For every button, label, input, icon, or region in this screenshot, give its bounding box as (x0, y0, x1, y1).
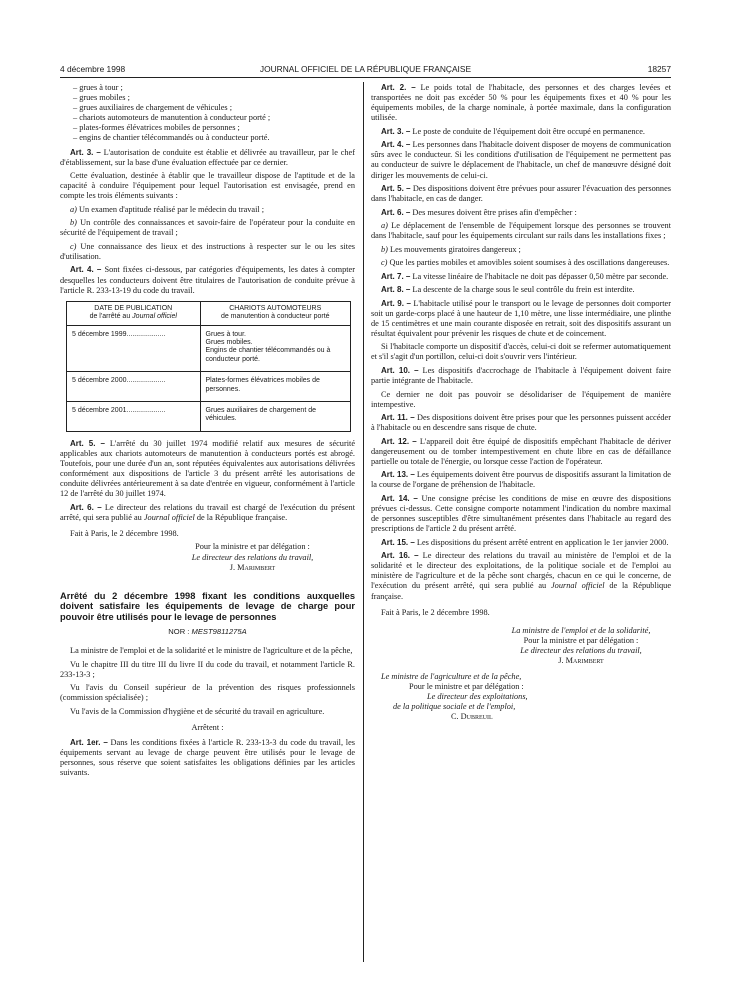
header-page-number: 18257 (647, 64, 671, 74)
signature-line: Pour le ministre et par délégation : (409, 682, 524, 692)
table-cell-equipment: Plates-formes élévatrices mobiles de personnes. (200, 372, 350, 402)
vu-clause: Vu l'avis de la Commission d'hygiène et de sécurité du travail en agriculture. (70, 706, 325, 716)
item-b: b) Les mouvements giratoires dangereux ; (381, 244, 521, 254)
article-label: Art. 4. – (70, 265, 102, 275)
article-11: Art. 11. – Des dispositions doivent être prises pour que les personnes puissent accéder à l'habitacle ou en descendre sans risque de chute. (371, 413, 671, 433)
column-divider (363, 82, 364, 962)
preamble: La ministre de l'emploi et de la solidarité et le ministre de l'agriculture et de la pêche, (70, 646, 353, 656)
table-row (67, 325, 350, 372)
article-6: Art. 6. – Le directeur des relations du travail est chargé de l'exécution du présent arrêté, qui sera publié au Journal officiel de la République française. (60, 502, 356, 522)
item-text: Un contrôle des connaissances et savoir-faire de l'opérateur pour la conduite en sécurité de l'équipement de travail ; (60, 218, 356, 238)
article-12: Art. 12. – L'appareil doit être équipé de dispositifs empêchant l'habitacle de dériver dangereusement ou de tomber intempestivement en chute libre en cas de défaillance partielle ou totale de l'énergie, ou lorsque cesse l'action de l'opérateur. (371, 436, 672, 466)
article-text: Sont fixées ci-dessous, par catégories d'équipements, les dates à compter desquelles les conducteurs doivent être titulaires de l'autorisation de conduite prévue à l'article R. 233-13-19 du code du travail. (60, 265, 355, 295)
table-row (67, 401, 350, 430)
article-6: Art. 6. – Des mesures doivent être prises afin d'empêcher : (381, 207, 577, 217)
item-label: c) (70, 241, 77, 251)
equipment-list (60, 83, 355, 144)
fait-a-paris: Fait à Paris, le 2 décembre 1998. (381, 607, 490, 617)
list-item: – engins de chantier télécommandés ou à conducteur porté. (73, 133, 270, 143)
table-cell-date: 5 décembre 2001.................... (67, 401, 200, 430)
article-13: Art. 13. – Les équipements doivent être pourvus de dispositifs assurant la limitation de la course de l'organe de préhension de l'habitacle. (371, 470, 671, 490)
list-item: – grues à tour ; (73, 83, 123, 92)
article-4 (60, 265, 355, 295)
item-text: Un examen d'aptitude réalisé par le médecin du travail ; (79, 204, 265, 214)
item-a: a) Le déplacement de l'ensemble de l'équipement lorsque des personnes se trouvent dans l'habitacle, sauf pour les équipements circulant sur rails dans les installations fixes ; (371, 221, 671, 241)
header-date: 4 décembre 1998 (60, 64, 126, 74)
signature-line: Le directeur des relations du travail, (191, 552, 314, 562)
article-label: Art. 3. – (70, 147, 101, 157)
article-label: Art. 6. – (70, 502, 102, 512)
article-10-paragraph: Ce dernier ne doit pas pouvoir se désolidariser de l'équipement de manière intempestive. (371, 389, 671, 409)
signature-line: Pour la ministre et par délégation : (523, 635, 639, 645)
item-text: Une connaissance des lieux et des instructions à respecter sur le ou les sites d'utilisation. (60, 241, 355, 261)
signature-line: de la politique sociale et de l'emploi, (393, 702, 516, 712)
list-item: – grues mobiles ; (73, 93, 130, 103)
item-a (60, 205, 355, 215)
article-9: Art. 9. – L'habitacle utilisé pour le transport ou le levage de personnes doit comporter soit un garde-corps placé à une hauteur de 1,10 mètre, une lisse intermédiaire, une plinthe de 15 centimètres et une main courante disposée en retrait, soit des dispositifs assurant un résultat équivalent pour prévenir les risques de chute et de coincement. (371, 298, 671, 338)
signature-line: Le directeur des relations du travail, (520, 645, 642, 655)
article-5 (60, 439, 355, 500)
header-journal-title: JOURNAL OFFICIEL DE LA RÉPUBLIQUE FRANÇAISE (259, 64, 472, 74)
table-cell-equipment: Grues à tour. Grues mobiles. Engins de chantier télécommandés ou à conducteur porté. (200, 325, 350, 372)
signature-line: Pour la ministre et par délégation : (195, 542, 310, 552)
article-8: Art. 8. – La descente de la charge sous le seul contrôle du frein est interdite. (381, 285, 635, 295)
article-14: Art. 14. – Une consigne précise les conditions de mise en œuvre des dispositions prévues ci-dessus. Cette consigne comporte notamment l'indication du nombre maximal de personnes susceptibles d'être simultanément présentes dans l'habitacle au regard des prescriptions de l'article 2 du présent arrêté. (371, 493, 671, 534)
article-1 (60, 738, 355, 778)
evaluation-paragraph: Cette évaluation, destinée à établir que le travailleur dispose de l'aptitude et de la capacité à conduire l'équipement pour lequel l'autorisation est envisagée, prend en compte les trois éléments suivants : (60, 171, 355, 201)
table-header-date: DATE DE PUBLICATION de l'arrêté au Journal officiel (67, 302, 200, 325)
table-header-equipment: CHARIOTS AUTOMOTEURS de manutention à conducteur porté (200, 302, 350, 325)
signature-name: J. Marimbert (229, 562, 276, 572)
article-text: Dans les conditions fixées à l'article R. 233-13-3 du code du travail, les équipements servant au levage de charge peuvent être utilisés pour le levage de personnes, sous réserve que soient satisfaites les obligations définies par les articles suivants. (60, 737, 356, 778)
article-16: Art. 16. – Le directeur des relations du travail au ministère de l'emploi et de la solidarité et le directeur des exploitations, de la politique sociale et de l'emploi au ministère de l'agriculture et de la pêche sont chargés, chacun en ce qui le concerne, de l'exécution du présent arrêté, qui sera publié au Journal officiel de la République française. (371, 551, 672, 601)
table-cell-date: 5 décembre 1999.................... (67, 325, 200, 372)
vu-clause: Vu le chapitre III du titre III du livre II du code du travail, et notamment l'article R. 233-13-3 ; (60, 659, 355, 679)
item-label: a) (70, 204, 77, 214)
article-10: Art. 10. – Les dispositifs d'accrochage de l'habitacle à l'équipement doivent faire partie intégrante de l'habitacle. (371, 365, 671, 386)
article-text: L'autorisation de conduite est établie et délivrée au travailleur, par le chef d'établissement, sur la base d'une évaluation effectuée par ce dernier. (60, 147, 355, 167)
arrete-title: Arrêté du 2 décembre 1998 fixant les conditions auxquelles doivent satisfaire les équipements de levage de charge pour pouvoir être utilisés pour le levage de personnes (60, 590, 355, 622)
signature-name: J. Marimbert (558, 656, 604, 666)
item-c: c) Que les parties mobiles et amovibles soient soumises à des oscillations dangereuses. (381, 258, 670, 268)
table-cell-equipment: Grues auxiliaires de chargement de véhicules. (200, 401, 350, 430)
signature-line: Le ministre de l'agriculture et de la pêche, (381, 672, 522, 682)
article-text: L'arrêté du 30 juillet 1974 modifié relatif aux mesures de sécurité applicables aux chariots automoteurs de manutention à conducteurs portés est abrogé. Toutefois, pour une durée d'un an, sont réputées équivalentes aux autorisations délivrées conformément aux dispositions de l'article 3 du présent arrêté les autorisations de conduite délivrées antérieurement à sa date d'entrée en vigueur, conformément à l'article 12 de l'arrêté du 30 juillet 1974. (60, 438, 356, 499)
nor-reference: NOR : MEST9811275A (168, 626, 247, 636)
dates-table (66, 301, 351, 432)
signature-line: La ministre de l'emploi et de la solidarité, (511, 625, 651, 635)
item-b (60, 218, 355, 238)
signature-name: C. Dubreuil (451, 712, 493, 722)
header-rule (60, 77, 671, 78)
article-label: Art. 5. – (70, 438, 105, 448)
article-5: Art. 5. – Des dispositions doivent être prévues pour assurer l'évacuation des personnes dans l'habitacle, en cas de danger. (371, 184, 671, 204)
table-cell-date: 5 décembre 2000.................... (67, 372, 200, 402)
item-c (60, 242, 355, 262)
right-column (371, 83, 671, 723)
article-3: Art. 3. – Le poste de conduite de l'équipement doit être occupé en permanence. (381, 126, 645, 136)
article-9-paragraph: Si l'habitacle comporte un dispositif d'accès, celui-ci doit se refermer automatiquement et s'il s'agit d'un portillon, celui-ci doit s'ouvrir vers l'intérieur. (371, 342, 671, 362)
article-2: Art. 2. – Le poids total de l'habitacle, des personnes et des charges levées et transportées ne doit pas excéder 50 % pour les équipements fixes et 40 % pour les équipements mobiles, de la charge nominale, à portée maximale, dans la configuration utilisée. (371, 83, 671, 123)
item-label: b) (70, 218, 77, 228)
article-7: Art. 7. – La vitesse linéaire de l'habitacle ne doit pas dépasser 0,50 mètre par seconde. (381, 271, 669, 281)
article-4: Art. 4. – Les personnes dans l'habitacle doivent disposer de moyens de communication sûrs avec le conducteur. Si les conditions d'utilisation de l'équipement ne permettent pas au conducteur de suivre le déplacement de l'habitacle, un chef de manœuvre désigné doit diriger les mouvements de celui-ci. (371, 140, 672, 180)
article-15: Art. 15. – Les dispositions du présent arrêté entrent en application le 1er janvier 2000. (381, 537, 669, 547)
fait-a-paris: Fait à Paris, le 2 décembre 1998. (70, 528, 179, 538)
list-item: – plates-formes élévatrices mobiles de personnes ; (73, 123, 240, 133)
signature-line: Le directeur des exploitations, (427, 692, 528, 702)
article-3 (60, 148, 355, 168)
table-row (67, 372, 350, 402)
arretent: Arrêtent : (191, 722, 224, 732)
list-item: – chariots automoteurs de manutention à conducteur porté ; (73, 113, 271, 123)
left-column (60, 83, 355, 782)
vu-clause: Vu l'avis du Conseil supérieur de la prévention des risques professionnels (commission spécialisée) ; (60, 683, 355, 703)
list-item: – grues auxiliaires de chargement de véhicules ; (73, 103, 233, 113)
article-label: Art. 1er. – (70, 737, 108, 747)
page-header (60, 64, 671, 78)
